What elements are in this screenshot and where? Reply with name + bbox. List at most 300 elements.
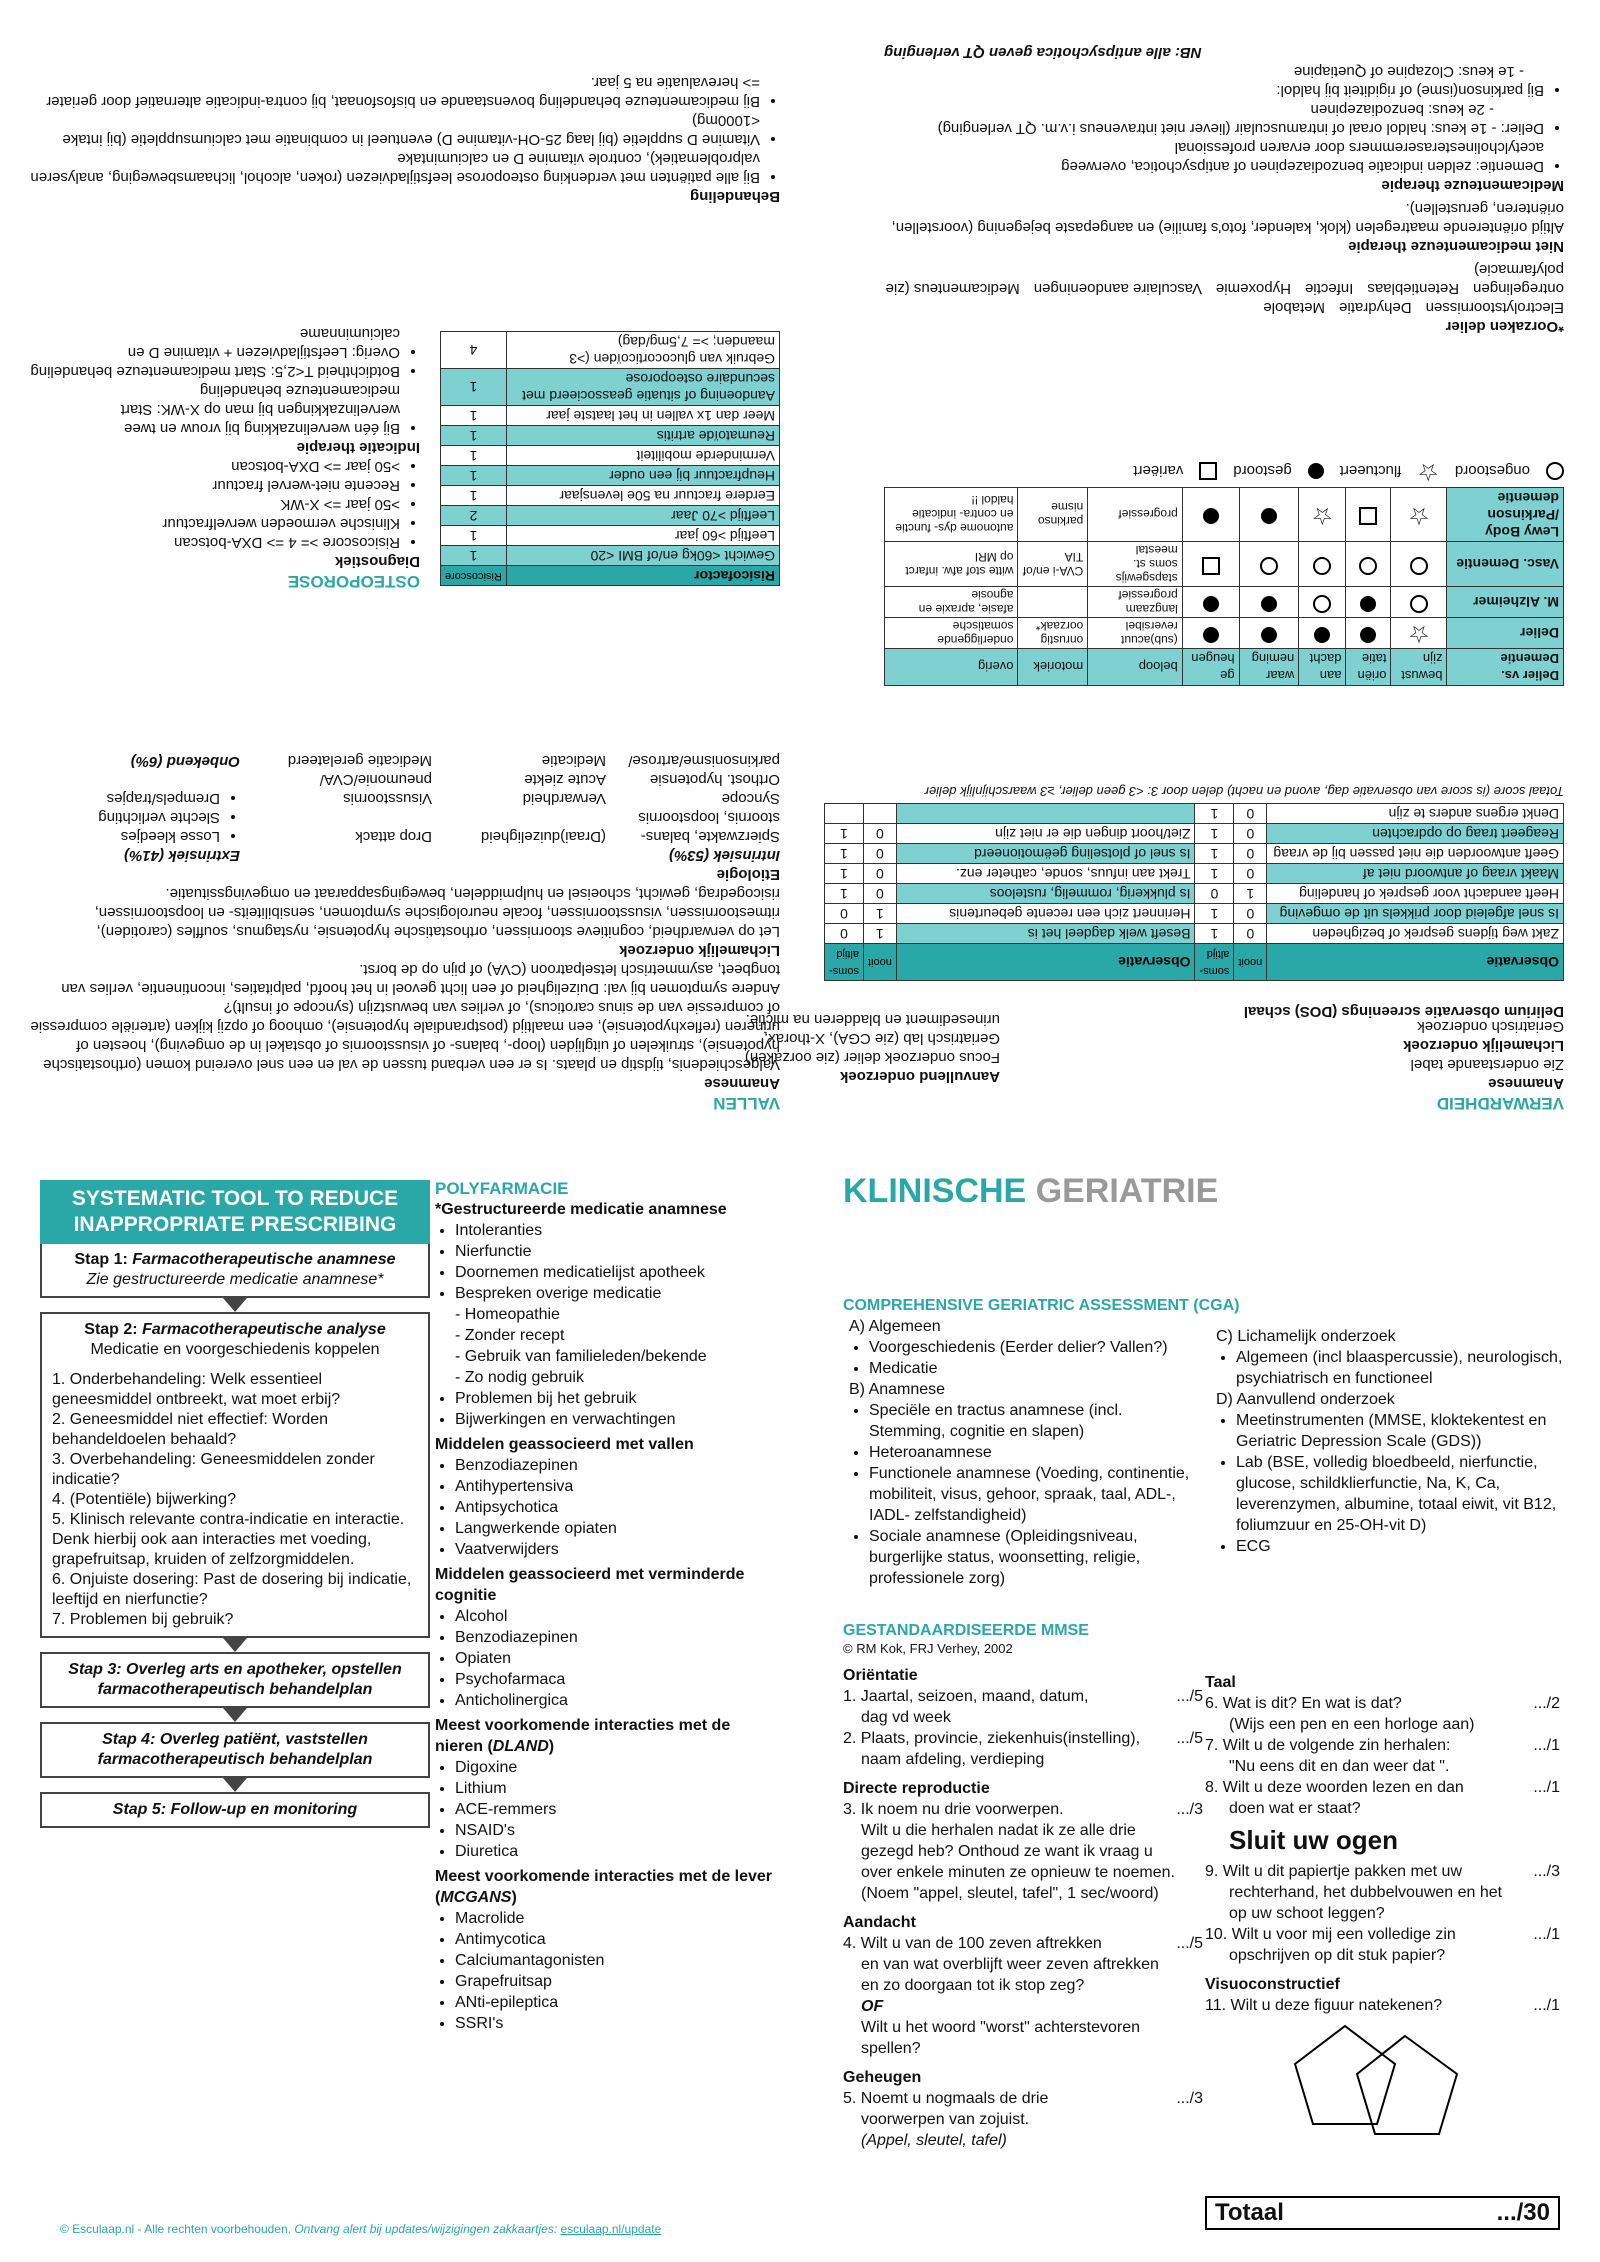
vallen-anamnese-text: Valgeschiedenis, tijdstip en plaats. Is er een verband tussen de val en een snel overeind komen (orthostatische hypotensie), struikelen of uitglijden (loop-, balans- of visusstoornis of obstakel in de omgeving), hoesten of urineren (reflexhypotensie), een maaltijd (postprandiale hypotensie), omhoog of opzij kijken (arteriële compressie of compressie van de sinus caroticus), of verlies van bewustzijn (syncope of insult)? (30, 999, 780, 1073)
list-item: • Anticholinergica (455, 1690, 775, 1711)
geh-heading: Geheugen (843, 2069, 922, 2086)
dos-cell: Zakt weg tijdens gesprek of bezigheden (1267, 924, 1564, 944)
diag-list (30, 457, 420, 552)
vallen-med-heading: Middelen geassocieerd met vallen (435, 1436, 694, 1453)
stopp-flowchart (40, 1180, 430, 1828)
page-title (843, 1172, 1218, 1211)
dos-cell: 0 (1234, 804, 1267, 824)
comp-symbol-cell (1346, 542, 1391, 587)
stap5-box: Stap 5: Follow-up en monitoring (40, 1792, 430, 1828)
risk-cell: Aandoening of situatie geassocieerd met secundaire osteoporose (506, 369, 779, 406)
stap3-box: Stap 3: Overleg arts en apotheker, opstellen farmacotherapeutisch behandelplan (40, 1652, 430, 1708)
gestoord-icon (1261, 509, 1277, 525)
legend-ongestoord-icon (1546, 462, 1564, 480)
comp-symbol-cell (1391, 542, 1447, 587)
oorzaak-item: Hypoxemie (1215, 280, 1291, 297)
mmse-credit: © RM Kok, FRJ Verhey, 2002 (843, 1641, 1013, 1656)
nier-heading-text: Meest voorkomende interacties met de nieren ( (435, 1717, 731, 1755)
list-item: • Nierfunctie (455, 1241, 775, 1262)
vallen-section (30, 751, 780, 1113)
comp-header-cell: bewust zijn (1391, 649, 1447, 686)
q5: 5. Noemt u nogmaals de drie (843, 2090, 1049, 2107)
risk-cell: 1 (441, 526, 507, 546)
legend-fluctueert-icon: ☆ (1417, 458, 1439, 485)
oorzaak-item: Infectie (1304, 280, 1354, 297)
ongestoord-icon (1313, 595, 1331, 613)
q8: 8. Wilt u deze woorden lezen en dan (1205, 1779, 1464, 1796)
totaal-score: .../30 (1496, 2199, 1550, 2226)
intrinsiek-item: Syncope (721, 790, 780, 807)
stap2-sub: Medicatie en voorgeschiedenis koppelen (90, 1341, 380, 1358)
list-item: • SSRI's (455, 2013, 775, 2034)
extrinsiek-col (30, 751, 240, 865)
ongestoord-icon (1410, 595, 1428, 613)
q2-cont: naam afdeling, verdieping (861, 1751, 1045, 1768)
q5-cont2: (Appel, sleutel, tafel) (861, 2132, 1007, 2149)
q10-cont: opschrijven op dit stuk papier? (1229, 1947, 1446, 1964)
intrinsiek-item: Visusstoornis (343, 790, 432, 807)
q9-score: .../3 (1533, 1863, 1560, 1880)
list-item: • Medicatie (869, 1358, 1196, 1379)
vallen-lich-text: Let op verwardheid, cognitieve stoornissen, orthostatische hypotensie, nystagmus, souffles (carotiden), ritmestoornissen, visusstoornissen, focale neurologische symptomen, sensibiliteits- en loopstoornissen, risicogedrag, gewicht, schoeisel en hulpmiddelen, bewegingsapparaat en omgevingssituatie. (94, 885, 780, 940)
comp-text-cell: CVA-i en/of TIA (1018, 542, 1088, 587)
oorzaak-item: Medicamenteus (zie polyfarmacie) (885, 261, 1564, 297)
list-item: 5. Klinisch relevante contra-indicatie en interactie. Denk hierbij ook aan interacties met voeding, grapefruitsap, kruiden of zelfzorgmiddelen. (52, 1511, 405, 1568)
footer-link[interactable]: esculaap.nl/update (560, 2222, 662, 2236)
med-item: • Delier: - 1e keus: haldol oraal of intramusculair (liever niet intraveneus i.v.m. QT verlenging) (884, 119, 1544, 138)
list-item: • Bij alle patiënten met verdenking osteoporose leefstijladviezen (roken, alcohol, lichaamsbeweging, analyseren valproblematiek), controle vitamine D en calciumintake (30, 149, 760, 187)
legend-label: fluctueert (1339, 462, 1402, 480)
lever-heading: Meest voorkomende interacties met de lever (MCGANS) (435, 1868, 773, 1906)
list-item: 6. Onjuiste dosering: Past de dosering bij indicatie, leeftijd en nierfunctie? (52, 1571, 412, 1608)
q1-cont: dag vd week (861, 1709, 951, 1726)
list-item: • Recente niet-wervel fractuur (30, 476, 400, 495)
dos-header-cell: Observatie (1267, 944, 1564, 981)
delier-dementie-table-wrap (884, 458, 1564, 686)
q4: 4. Wilt u van de 100 zeven aftrekken (843, 1935, 1102, 1952)
intrinsiek-item: parkinsonisme/artrose/ (628, 752, 780, 769)
stap1-title: Farmacotherapeutische anamnese (132, 1251, 396, 1268)
list-item: • ANti-epileptica (455, 1992, 775, 2013)
behandeling-list (30, 73, 780, 187)
comp-symbol-cell (1299, 542, 1346, 587)
dos-cell: 1 (825, 864, 864, 884)
verwardheid-section (1044, 1017, 1564, 1113)
list-item: - Zo nodig gebruik (455, 1369, 584, 1386)
list-item: • Slechte verlichting (30, 808, 220, 827)
med-item: • Bij parkinson(isme) of rigiditeit bij haldol: (884, 81, 1544, 100)
comp-symbol-cell (1299, 488, 1346, 542)
dos-table (824, 803, 1564, 981)
list-item: • Digoxine (455, 1757, 775, 1778)
list-item: • Klinische vermoeden wervelfractuur (30, 514, 400, 533)
footer-alert: Ontvang alert bij updates/wijzigingen zakkaartjes: (294, 2222, 558, 2236)
stap1-sub: Zie gestructureerde medicatie anamnese* (86, 1271, 384, 1288)
comp-symbol-cell (1299, 618, 1346, 649)
extrinsiek-list (30, 789, 240, 846)
comp-symbol-cell (1182, 488, 1239, 542)
arrow-icon (223, 1638, 247, 1652)
list-item: • Benzodiazepinen (455, 1627, 775, 1648)
gestr2-list (435, 1388, 775, 1430)
legend (884, 458, 1564, 485)
comp-symbol-cell (1182, 587, 1239, 618)
oorzaken-list (884, 260, 1564, 317)
legend-varieert-icon (1199, 462, 1217, 480)
list-item: • Bijwerkingen en verwachtingen (455, 1409, 775, 1430)
intrinsiek-list (260, 751, 780, 846)
q7-cont: "Nu eens dit en dan weer dat ". (1229, 1758, 1450, 1775)
lever-list (435, 1908, 775, 2034)
oorzaak-item: Vasculaire aandoeningen (1033, 280, 1202, 297)
q10: 10. Wilt u voor mij een volledige zin (1205, 1926, 1456, 1943)
arrow-icon (223, 1778, 247, 1792)
risk-table (440, 331, 780, 586)
gestr-sub-list (435, 1304, 775, 1388)
oorzaak-item: Metabole ontregelingen (1263, 280, 1564, 316)
totaal-box (1205, 2196, 1560, 2230)
list-item: • >50 jaar => X-WK (30, 495, 400, 514)
orient-heading: Oriëntatie (843, 1667, 918, 1684)
intrinsiek-item: Medicatie (541, 752, 606, 769)
arrow-icon (223, 1298, 247, 1312)
polyfarmacie-section (435, 1178, 775, 2034)
list-item: • Sociale anamnese (Opleidingsniveau, burgerlijke status, woonsetting, religie, professionele zorg) (869, 1526, 1196, 1589)
list-item: • Benzodiazepinen (455, 1455, 775, 1476)
list-item: • Problemen bij het gebruik (455, 1388, 775, 1409)
comp-symbol-cell (1182, 542, 1239, 587)
risk-cell: 2 (441, 506, 507, 526)
oorzaak-item: Dehydratie (1339, 299, 1412, 316)
lever-heading-acronym: MCGANS (440, 1889, 512, 1906)
list-item: • Lithium (455, 1778, 775, 1799)
risk-cell: Leeftijd >60 jaar (506, 526, 779, 546)
comp-text-cell: stapsgewijs soms st. meestal (1088, 542, 1183, 587)
risk-cell: 1 (441, 426, 507, 446)
gestoord-icon (1314, 627, 1330, 643)
risk-cell: 1 (441, 446, 507, 466)
list-item: • ECG (1236, 1536, 1563, 1557)
dos-cell: 0 (1234, 904, 1267, 924)
comp-text-cell: onderliggende somatische (885, 618, 1018, 649)
comp-header-row (885, 649, 1564, 686)
comp-symbol-cell (1391, 488, 1447, 542)
intrinsiek-item: Verwardheid (522, 790, 606, 807)
verwardheid-title: VERWARDHEID (1436, 1094, 1564, 1113)
comp-header-cell: aan dacht (1299, 649, 1346, 686)
list-item: • Bij medicamenteuze behandeling bovenstaande en bisfosfonaat, bij contra-indicatie alternatief door geriater => herevaluatie na 5 jaar. (30, 73, 760, 111)
dos-row (825, 864, 1564, 884)
list-item: 3. Overbehandeling: Geneesmiddelen zonder indicatie? (52, 1451, 375, 1488)
dos-note: Totaal score (is score van observatie dag, avond en nacht) delen door 3: <3 geen delier, ≥3 waarschijnlijk delier (924, 784, 1564, 799)
comp-header-cell: motoriek (1018, 649, 1088, 686)
behandeling-section (30, 73, 780, 206)
dos-cell: 1 (1195, 844, 1234, 864)
list-item: • Opiaten (455, 1648, 775, 1669)
ongestoord-icon (1313, 557, 1331, 575)
q9: 9. Wilt u dit papiertje pakken met uw (1205, 1863, 1463, 1880)
med-heading: Medicamenteuze therapie (1381, 177, 1564, 194)
dos-cell: Trekt aan infuus, sonde, catheter enz. (896, 864, 1195, 884)
list-item: • Algemeen (incl blaaspercussie), neurologisch, psychiatrisch en functioneel (1236, 1347, 1563, 1389)
comp-row-label: Delier (1447, 618, 1564, 649)
fluctueert-icon: ☆ (1408, 620, 1430, 648)
list-item: 4. (Potentiële) bijwerking? (52, 1491, 237, 1508)
comp-symbol-cell (1346, 488, 1391, 542)
dos-table-wrap (824, 783, 1564, 981)
anamnese-heading: Anamnese (1488, 1075, 1564, 1092)
dos-cell: 1 (863, 924, 896, 944)
comp-row-label: Lewy Body /Parkinson dementie (1447, 488, 1564, 542)
comp-text-cell: (sub)acuut reversibel (1088, 618, 1183, 649)
list-item: • Voorgeschiedenis (Eerder delier? Vallen?) (869, 1337, 1196, 1358)
dos-cell: 0 (863, 864, 896, 884)
q4-cont: en van wat overblijft weer zeven aftrekken en zo doorgaan tot ik stop zeg? (861, 1956, 1159, 1994)
list-item: • Antipsychotica (455, 1497, 775, 1518)
etiologie-cols (30, 751, 780, 865)
repr-heading: Directe reproductie (843, 1780, 990, 1797)
intrinsiek-item: Drop attack (355, 828, 432, 845)
dos-row (825, 844, 1564, 864)
dos-cell: Is snel of plotseling geëmotioneerd (896, 844, 1195, 864)
gestoord-icon (1360, 627, 1376, 643)
delier-dementie-table (884, 487, 1564, 686)
q3-score: .../3 (1176, 1801, 1203, 1818)
list-item: • Heteroanamnese (869, 1442, 1196, 1463)
comp-header-cell: beloop (1088, 649, 1183, 686)
comp-row-label: M. Alzheimer (1447, 587, 1564, 618)
gestoord-icon (1261, 596, 1277, 612)
stap2-label: Stap 2: (84, 1321, 138, 1338)
comp-row-label: Vasc. Dementie (1447, 542, 1564, 587)
risk-row (441, 486, 780, 506)
list-item: • Doornemen medicatielijst apotheek (455, 1262, 775, 1283)
risk-row (441, 369, 780, 406)
legend-label: variëert (1133, 462, 1184, 480)
q1-score: .../5 (1176, 1688, 1203, 1705)
list-item: • Drempels/trapjes (30, 789, 220, 808)
q2-score: .../5 (1176, 1730, 1203, 1747)
dos-row (825, 904, 1564, 924)
cog-heading: Middelen geassocieerd met verminderde cognitie (435, 1566, 745, 1604)
dos-cell: 1 (1195, 924, 1234, 944)
intrinsiek-item: Acute ziekte (524, 771, 606, 788)
dos-cell: 0 (825, 904, 864, 924)
aandacht-heading: Aandacht (843, 1914, 916, 1931)
dos-cell: Geeft antwoorden die niet passen bij de vraag (1267, 844, 1564, 864)
footer (60, 2222, 661, 2236)
nietmed-text: Altijd oriënterende maatregelen (klok, kalender, foto's familie) en aangepaste bejegening (voorstellen, oriënteren, gerustellen). (891, 200, 1564, 236)
q6-cont: (Wijs een pen en een horloge aan) (1229, 1716, 1475, 1733)
risk-row (441, 466, 780, 486)
comp-text-cell: onrustig oorzaak* (1018, 618, 1088, 649)
med-item: - 1e keus: Clozapine of Quetiapine (1293, 63, 1524, 80)
list-item: • Functionele anamnese (Voeding, continentie, mobiliteit, visus, gehoor, spraak, taal, ADL-, IADL- zelfstandigheid) (869, 1463, 1196, 1526)
gestoord-icon (1360, 596, 1376, 612)
risk-cell: 1 (441, 486, 507, 506)
fluctueert-icon: ☆ (1408, 502, 1430, 529)
dos-cell: 1 (1234, 884, 1267, 904)
varieert-icon (1202, 557, 1220, 575)
list-item: • Bij één wervelinzakking bij vrouw en twee wervelinzakkingen bij man op X-WK: Start medicamenteuze behandeling (30, 381, 400, 438)
list-item: • Vitamine D suppletie (bij laag 25-OH-vitamine D) eventueel in combinatie met calciumsuppletie (bij intake <1000mg) (30, 111, 760, 149)
cga-a-list (849, 1337, 1196, 1379)
vallen-lich-heading: Lichamelijk onderzoek (619, 942, 780, 959)
cga-c-heading: C) Lichamelijk onderzoek (1216, 1328, 1396, 1345)
list-item: • Losse kleedjes (30, 827, 220, 846)
risk-row (441, 546, 780, 566)
stap1-label: Stap 1: (74, 1251, 128, 1268)
gestoord-icon (1203, 509, 1219, 525)
list-item: • Speciële en tractus anamnese (incl. Stemming, cognitie en slapen) (869, 1400, 1196, 1442)
risk-cell: Eerdere fractuur na 50e levensjaar (506, 486, 779, 506)
cga-b-heading: B) Anamnese (849, 1381, 946, 1398)
q4-cont2: Wilt u het woord "worst" achterstevoren spellen? (861, 2019, 1141, 2057)
dos-cell: 0 (1195, 884, 1234, 904)
fluctueert-icon: ☆ (1311, 502, 1334, 529)
dos-row (825, 924, 1564, 944)
vallen-med-list (435, 1455, 775, 1560)
vallen-anamnese-heading: Anamnese (704, 1075, 780, 1092)
list-item: • Risicoscore >= 4 => DXA-botscan (30, 533, 400, 552)
arrow-icon (223, 1708, 247, 1722)
comp-row (885, 587, 1564, 618)
comp-text-cell: witte stof afw. infarct op MRI (885, 542, 1018, 587)
list-item: • Meetinstrumenten (MMSE, kloktekentest en Geriatric Depression Scale (GDS)) (1236, 1410, 1563, 1452)
intrinsiek-item: (Draai)duizeligheid (480, 828, 606, 845)
q5-score: .../3 (1176, 2090, 1203, 2107)
intrinsiek-item: Medicatie gerelateerd (287, 752, 432, 769)
comp-text-cell: autonome dys- functie en contra- indicatie haldol !! (885, 488, 1018, 542)
behandeling-heading: Behandeling (689, 188, 780, 205)
list-item: • Lab (BSE, volledig bloedbeeld, nierfunctie, glucose, schildklierfunctie, Na, K, Ca, leverenzymen, albumine, totaal eiwit, vit B12, foliumzuur en 25-OH-vit D) (1236, 1452, 1563, 1536)
intrinsiek-item: pneumonie/CVA/ (319, 771, 432, 788)
dos-cell: 0 (1234, 864, 1267, 884)
mmse-title: GESTANDAARDISEERDE MMSE (843, 1622, 1089, 1639)
comp-row (885, 542, 1564, 587)
dos-row (825, 824, 1564, 844)
comp-row (885, 618, 1564, 649)
comp-text-cell: parkinso nisme (1018, 488, 1088, 542)
dos-header-cell: soms-altijd (1195, 944, 1234, 981)
poly-title: POLYFARMACIE (435, 1179, 569, 1198)
list-item: 1. Onderbehandeling: Welk essentieel geneesmiddel ontbreekt, wat moet erbij? (52, 1371, 341, 1408)
dos-cell: 0 (863, 844, 896, 864)
risk-header: Risicoscore (441, 566, 507, 586)
stopp-title: SYSTEMATIC TOOL TO REDUCE INAPPROPRIATE PRESCRIBING (40, 1180, 430, 1244)
list-item: • Psychofarmaca (455, 1669, 775, 1690)
varieert-icon (1359, 508, 1377, 526)
intrinsiek-col (260, 751, 780, 865)
cga-d-heading: D) Aanvullend onderzoek (1216, 1391, 1395, 1408)
risk-row (441, 426, 780, 446)
dos-cell: 1 (1195, 864, 1234, 884)
dos-cell: Reageert traag op opdrachten (1267, 824, 1564, 844)
legend-gestoord-icon (1308, 463, 1324, 479)
oorzaak-item: Retentieblaas (1367, 280, 1460, 297)
dos-cell: 1 (825, 884, 864, 904)
dos-cell: 0 (1234, 924, 1267, 944)
comp-text-cell (1018, 587, 1088, 618)
list-item: • Bespreken overige medicatie (455, 1283, 775, 1304)
indicatie-list (30, 324, 420, 438)
dos-cell: Is plukkerig, rommelig, rusteloos (896, 884, 1195, 904)
risk-cell: 4 (441, 332, 507, 369)
med-item: • Dementie: zelden indicatie benzodiazepinen of antipsychotica, overweeg acetylcholinesteraseremmers door ervaren professional (884, 138, 1544, 176)
comp-text-cell: progressief (1088, 488, 1183, 542)
q6-score: .../2 (1533, 1695, 1560, 1712)
comp-header-cell: overig (885, 649, 1018, 686)
nb-text: NB: alle antipsychotica geven QT verlenging (884, 44, 1202, 61)
dos-cell (863, 804, 896, 824)
list-item: • Langwerkende opiaten (455, 1518, 775, 1539)
list-item: • Intoleranties (455, 1220, 775, 1241)
list-item: 7. Problemen bij gebruik? (52, 1611, 234, 1628)
comp-text-cell: afasie, apraxie en agnosie (885, 587, 1018, 618)
comp-symbol-cell (1346, 587, 1391, 618)
dos-cell: Ziet/hoort dingen die er niet zijn (896, 824, 1195, 844)
etiologie-heading: Etiologie (716, 866, 780, 883)
onbekend-text: Onbekend (6%) (130, 753, 240, 770)
lever-heading-text: Meest voorkomende interacties met de lever ( (435, 1868, 773, 1906)
gestr-heading: *Gestructureerde medicatie anamnese (435, 1201, 727, 1218)
taal-heading: Taal (1205, 1674, 1236, 1691)
dos-title: Delirium observatie screenings (DOS) schaal (1243, 1003, 1564, 1020)
list-item: - Zonder recept (455, 1327, 565, 1344)
footer-copyright: © Esculaap.nl - Alle rechten voorbehouden. (60, 2222, 291, 2236)
oorzaak-item: Electrolytstoornissen (1425, 299, 1564, 316)
risk-cell: Gebruik van glucocorticoïden (>3 maanden; >= 7,5mg/dag) (506, 332, 779, 369)
list-item: • ACE-remmers (455, 1799, 775, 1820)
comp-symbol-cell (1391, 618, 1447, 649)
dos-cell: 1 (825, 824, 864, 844)
dos-cell: 0 (863, 884, 896, 904)
med-item: - 2e keus: benzodiazepinen (1310, 101, 1494, 118)
q3-cont: Wilt u die herhalen nadat ik ze alle drie gezegd heb? Onthoud ze want ik vraag u over enkele minuten ze opnieuw te noemen. (861, 1822, 1175, 1881)
dos-cell: 1 (825, 844, 864, 864)
page-title-b: GERIATRIE (1035, 1172, 1219, 1210)
med-list (884, 62, 1564, 176)
q11: 11. Wilt u deze figuur natekenen? (1205, 1997, 1443, 2014)
list-item: • NSAID's (455, 1820, 775, 1841)
comp-text-cell: langzaam progressief (1088, 587, 1183, 618)
list-item: • Calciumantagonisten (455, 1950, 775, 1971)
q10-score: .../1 (1533, 1926, 1560, 1943)
q1: 1. Jaartal, seizoen, maand, datum, (843, 1688, 1089, 1705)
page-title-a: KLINISCHE (843, 1172, 1027, 1210)
list-item: - Homeopathie (455, 1306, 560, 1323)
dos-cell: Maakt vraag of antwoord niet af (1267, 864, 1564, 884)
nier-heading-acronym: DLAND (492, 1738, 549, 1755)
risk-row (441, 526, 780, 546)
oorzaken-heading: *Oorzaken delier (1445, 318, 1564, 335)
risk-cell: Leeftijd >70 Jaar (506, 506, 779, 526)
cga-d-list (1216, 1410, 1563, 1557)
osteo-section (30, 324, 420, 591)
dos-row (825, 804, 1564, 824)
ongestoord-icon (1260, 557, 1278, 575)
list-item: • Antimycotica (455, 1929, 775, 1950)
stap2-box (40, 1312, 430, 1638)
q8-cont: doen wat er staat? (1229, 1800, 1361, 1817)
q7-score: .../1 (1533, 1737, 1560, 1754)
list-item: • Vaatverwijders (455, 1539, 775, 1560)
q6: 6. Wat is dit? En wat is dat? (1205, 1695, 1402, 1712)
gestoord-icon (1261, 627, 1277, 643)
nietmed-heading: Niet medicamenteuze therapie (1348, 238, 1564, 255)
comp-symbol-cell (1239, 618, 1299, 649)
aanvullend-line: Geriatrisch lab (zie CGA), X-thorax, (764, 1030, 1000, 1047)
